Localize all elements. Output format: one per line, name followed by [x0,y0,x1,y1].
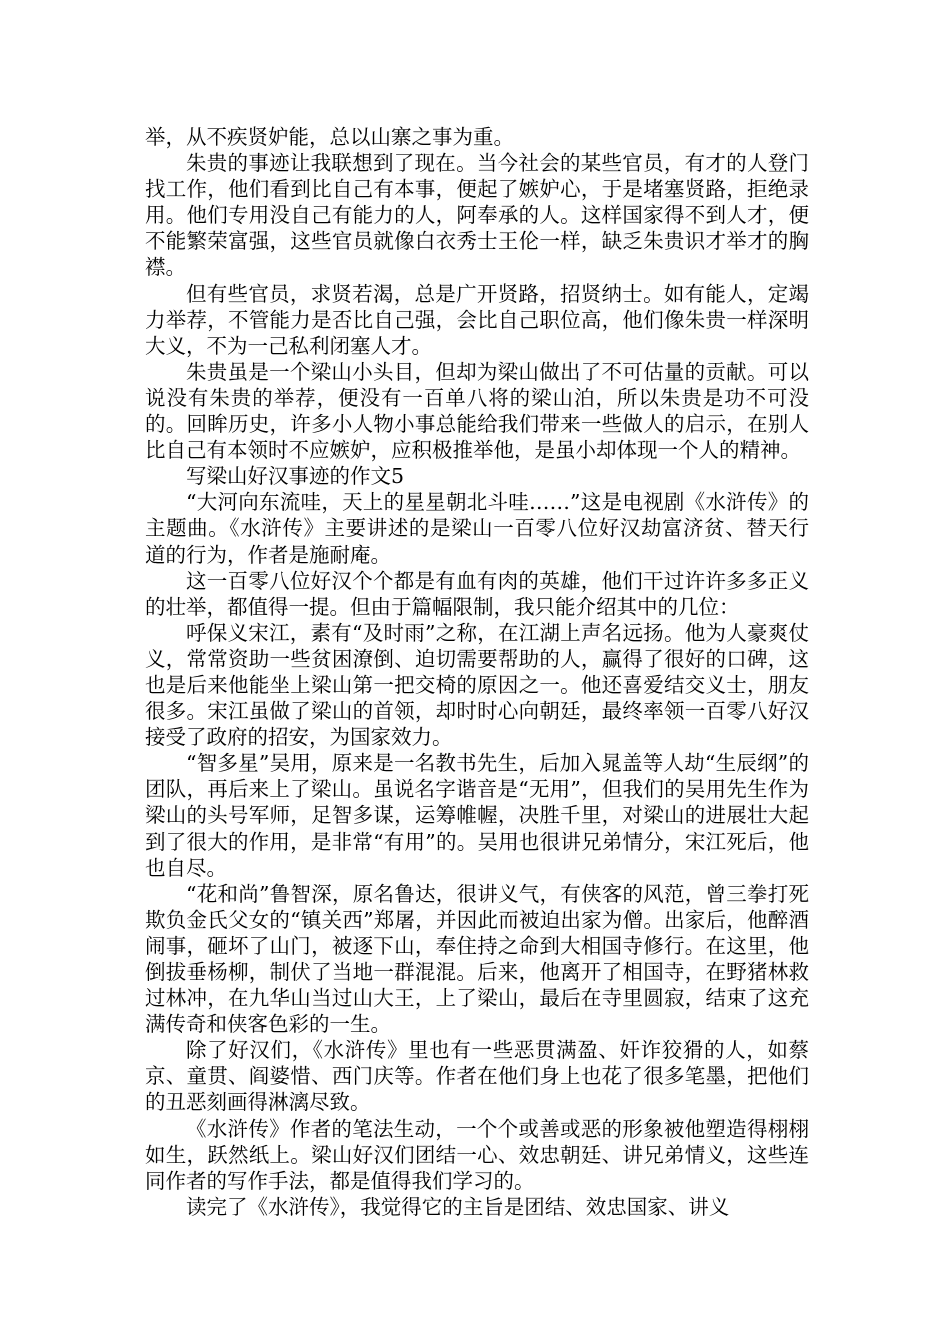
section-heading: 写梁山好汉事迹的作文5 [186,464,405,489]
paragraph-6: 这一百零八位好汉个个都是有血有肉的英雄，他们干过许许多多正义的壮举，都值得一提。但由于篇幅限制，我只能介绍其中的几位： [145,568,809,619]
paragraph-3: 但有些官员，求贤若渴，总是广开贤路，招贤纳士。如有能人，定竭力举荐，不管能力是否比自己强，会比自己职位高，他们像朱贵一样深明大义，不为一己私利闭塞人才。 [145,281,809,358]
paragraph-2: 朱贵的事迹让我联想到了现在。当今社会的某些官员，有才的人登门找工作，他们看到比自己有本事，便起了嫉妒心，于是堵塞贤路，拒绝录用。他们专用没自己有能力的人，阿奉承的人。这样国家得不到人才，便不能繁荣富强，这些官员就像白衣秀士王伦一样，缺乏朱贵识才举才的胸襟。 [145,151,809,280]
paragraph-9: “花和尚”鲁智深，原名鲁达，很讲义气，有侠客的风范，曾三拳打死欺负金氏父女的“镇关西”郑屠，并因此而被迫出家为僧。出家后，他醉酒闹事，砸坏了山门，被逐下山，奉住持之命到大相国寺修行。在这里，他倒拔垂杨柳，制伏了当地一群混混。后来，他离开了相国寺，在野猪林救过林冲，在九华山当过山大王，上了梁山，最后在寺里圆寂，结束了这充满传奇和侠客色彩的一生。 [145,881,809,1037]
paragraph-12: 读完了《水浒传》，我觉得它的主旨是团结、效忠国家、讲义 [186,1194,730,1219]
paragraph-11: 《水浒传》作者的笔法生动，一个个或善或恶的形象被他塑造得栩栩如生，跃然纸上。梁山好汉们团结一心、效忠朝廷、讲兄弟情义，这些连同作者的写作手法，都是值得我们学习的。 [145,1116,809,1193]
paragraph-4: 朱贵虽是一个梁山小头目，但却为梁山做出了不可估量的贡献。可以说没有朱贵的举荐，便没有一百单八将的梁山泊，所以朱贵是功不可没的。回眸历史，许多小人物小事总能给我们带来一些做人的启示，在别人比自己有本领时不应嫉妒，应积极推举他，是虽小却体现一个人的精神。 [145,359,809,463]
paragraph-5: “大河向东流哇，天上的星星朝北斗哇……”这是电视剧《水浒传》的主题曲。《水浒传》主要讲述的是梁山一百零八位好汉劫富济贫、替天行道的行为，作者是施耐庵。 [145,490,809,567]
paragraph-7: 呼保义宋江，素有“及时雨”之称，在江湖上声名远扬。他为人豪爽仗义，常常资助一些贫困潦倒、迫切需要帮助的人，赢得了很好的口碑，这也是后来他能坐上梁山第一把交椅的原因之一。他还喜爱结交义士，朋友很多。宋江虽做了梁山的首领，却时时心向朝廷，最终率领一百零八好汉接受了政府的招安，为国家效力。 [145,620,809,750]
paragraph-8: “智多星”吴用，原来是一名教书先生，后加入晁盖等人劫“生辰纲”的团队，再后来上了梁山。虽说名字谐音是“无用”，但我们的吴用先生作为梁山的头号军师，足智多谋，运筹帷幄，决胜千里，对梁山的进展壮大起到了很大的作用，是非常“有用”的。吴用也很讲兄弟情分，宋江死后，他也自尽。 [145,751,809,880]
paragraph-10: 除了好汉们，《水浒传》里也有一些恶贯满盈、奸诈狡猾的人，如蔡京、童贯、阎婆惜、西门庆等。作者在他们身上也花了很多笔墨，把他们的丑恶刻画得淋漓尽致。 [145,1038,809,1115]
paragraph-1: 举，从不疾贤妒能，总以山寨之事为重。 [145,125,514,149]
document-page [145,124,809,1220]
